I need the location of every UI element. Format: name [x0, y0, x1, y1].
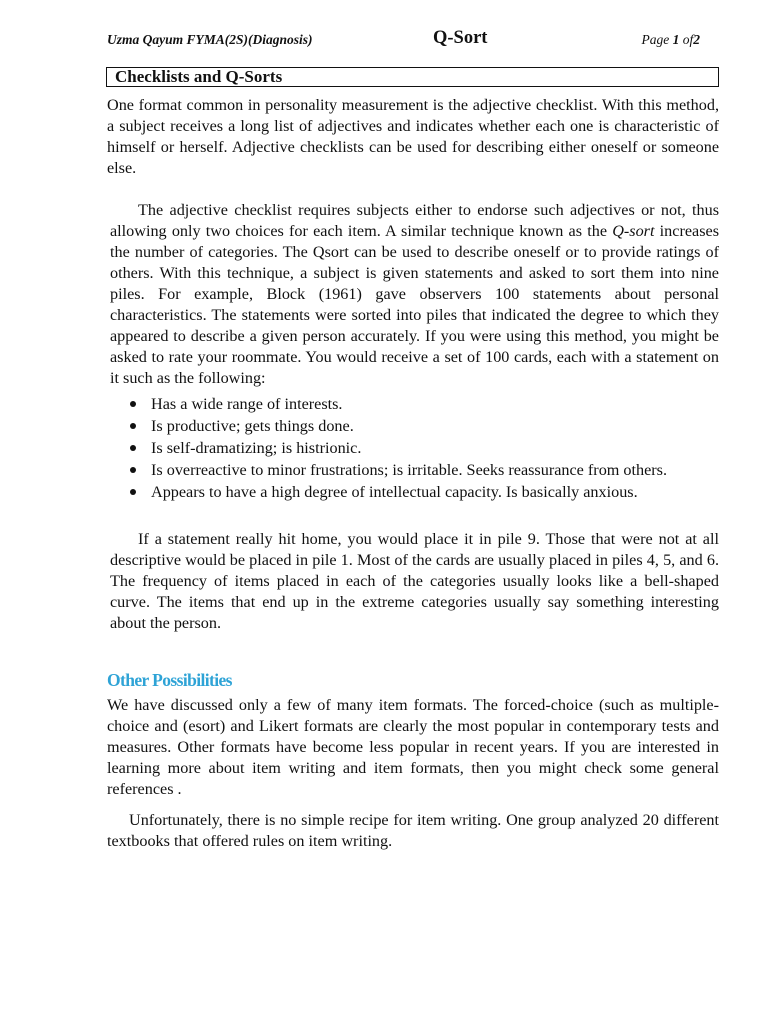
paragraph-item-writing: Unfortunately, there is no simple recipe for item writing. One group analyzed 20 different textbooks that offered rules on item writing.	[107, 811, 719, 850]
header-page-number	[641, 32, 700, 48]
list-item	[110, 459, 730, 481]
header-title: Q-Sort	[433, 28, 488, 48]
page-header	[107, 22, 712, 58]
header-author: Uzma Qayum FYMA(2S)(Diagnosis)	[107, 32, 313, 47]
section-title: Checklists and Q-Sorts	[115, 67, 283, 86]
statement-list	[110, 393, 730, 503]
list-item-text: Is self-dramatizing; is histrionic.	[151, 439, 362, 457]
page-label: Page	[641, 32, 670, 47]
list-item-text: Is overreactive to minor frustrations; is irritable. Seeks reassurance from others.	[151, 461, 668, 479]
list-item-text: Appears to have a high degree of intellectual capacity. Is basically anxious.	[151, 483, 638, 501]
q-sort-term: Q-sort	[612, 222, 655, 240]
page-of: of	[682, 32, 694, 47]
list-item	[110, 481, 730, 503]
bullet-icon	[130, 445, 136, 451]
bullet-icon	[130, 401, 136, 407]
list-item-text: Has a wide range of interests.	[151, 395, 343, 413]
list-item	[110, 437, 730, 459]
page-current: 1	[672, 32, 680, 47]
paragraph-adjective-checklist: One format common in personality measurement is the adjective checklist. With this method, a subject receives a long list of adjectives and indicates whether each one is characteristic of himself or herself. Adjective checklists can be used for describing either oneself or someone else.	[107, 96, 719, 177]
page-total: 2	[693, 32, 700, 47]
q-sort-text-b: increases the number of categories. The Qsort can be used to describe oneself or to provide ratings of others. With this technique, a subject is given statements and asked to sort them into nine piles. For example, Block (1961) gave observers 100 statements about personal characteristics. The statements were sorted into piles that indicated the degree to which they appeared to describe a given person accurately. If you were using this method, you might be asked to rate your roommate. You would receive a set of 100 cards, each with a statement on it such as the following:	[110, 222, 719, 387]
paragraph-pile-placement: If a statement really hit home, you would place it in pile 9. Those that were not at all descriptive would be placed in pile 1. Most of the cards are usually placed in piles 4, 5, and 6. The frequency of items placed in each of the categories usually looks like a bell-shaped curve. The items that end up in the extreme categories usually say something interesting about the person.	[110, 530, 719, 632]
list-item	[110, 393, 730, 415]
list-item-text: Is productive; gets things done.	[151, 417, 354, 435]
section-title-box	[106, 67, 719, 87]
q-sort-text-a: The adjective checklist requires subjects either to endorse such adjectives or not, thus allowing only two choices for each item. A similar technique known as the	[110, 201, 719, 240]
paragraph-item-formats: We have discussed only a few of many item formats. The forced-choice (such as multiple-choice and (esort) and Likert formats are clearly the most popular in contemporary tests and measures. Other formats have become less popular in recent years. If you are interested in learning more about item writing and item formats, then you might check some general references .	[107, 696, 719, 798]
bullet-icon	[130, 423, 136, 429]
subheading-other-possibilities: Other Possibilities	[107, 670, 232, 690]
list-item	[110, 415, 730, 437]
bullet-icon	[130, 467, 136, 473]
bullet-icon	[130, 489, 136, 495]
paragraph-q-sort	[110, 200, 719, 389]
